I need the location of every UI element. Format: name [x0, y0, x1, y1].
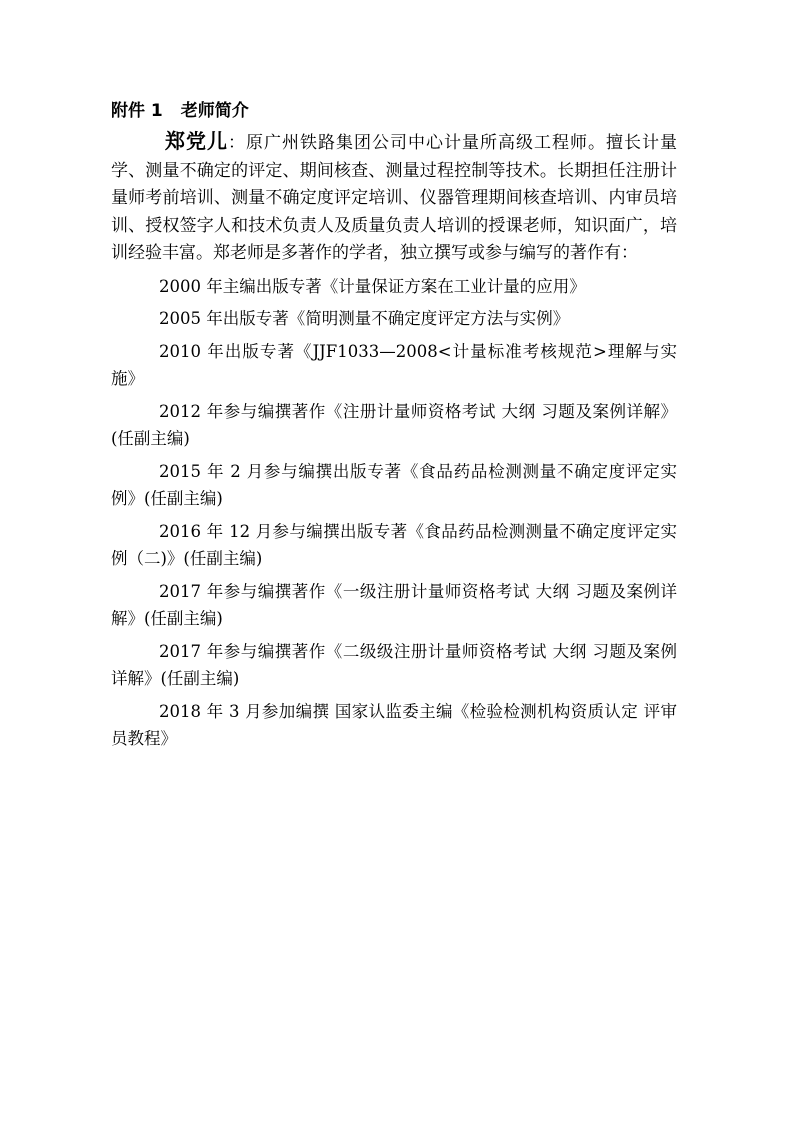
publication-item: 2000 年主编出版专著《计量保证方案在工业计量的应用》 — [159, 276, 586, 296]
publication-item: 2015 年 2 月参与编撰出版专著《食品药品检测测量不确定度评定实例》(任副主编) — [111, 461, 677, 508]
publication-item: 2005 年出版专著《简明测量不确定度评定方法与实例》 — [159, 309, 570, 328]
publication-item: 2012 年参与编撰著作《注册计量师资格考试 大纲 习题及案例详解》(任副主编) — [111, 401, 677, 448]
teacher-bio-text: 原广州铁路集团公司中心计量所高级工程师。擅长计量学、测量不确定的评定、期间核查、测量过程控制等技术。长期担任注册计量师考前培训、测量不确定度评定培训、仪器管理期间核查培训、内审员培训、授权签字人和技术负责人及质量负责人培训的授课老师，知识面广，培训经验丰富。郑老师是多著作的学者，独立撰写或参与编写的著作有： — [111, 133, 677, 263]
teacher-name-colon: ： — [228, 133, 246, 153]
publication-item: 2017 年参与编撰著作《一级注册计量师资格考试 大纲 习题及案例详解》(任副主编) — [111, 581, 677, 628]
attachment-heading — [111, 98, 677, 124]
teacher-bio-paragraph — [111, 128, 677, 268]
document-content — [111, 98, 677, 753]
publication-item: 2010 年出版专著《JJF1033—2008<计量标准考核规范>理解与实施》 — [111, 341, 677, 388]
teacher-name: 郑党儿 — [165, 129, 228, 153]
publication-item: 2017 年参与编撰著作《二级级注册计量师资格考试 大纲 习题及案例详解》(任副主编) — [111, 641, 677, 688]
attachment-number: 附件 1 — [111, 101, 163, 121]
publication-item: 2016 年 12 月参与编撰出版专著《食品药品检测测量不确定度评定实例（二)》(任副主编) — [111, 521, 677, 568]
attachment-title: 老师简介 — [180, 101, 249, 121]
publication-list — [111, 273, 677, 753]
publication-item: 2018 年 3 月参加编撰 国家认监委主编《检验检测机构资质认定 评审员教程》 — [111, 701, 677, 748]
